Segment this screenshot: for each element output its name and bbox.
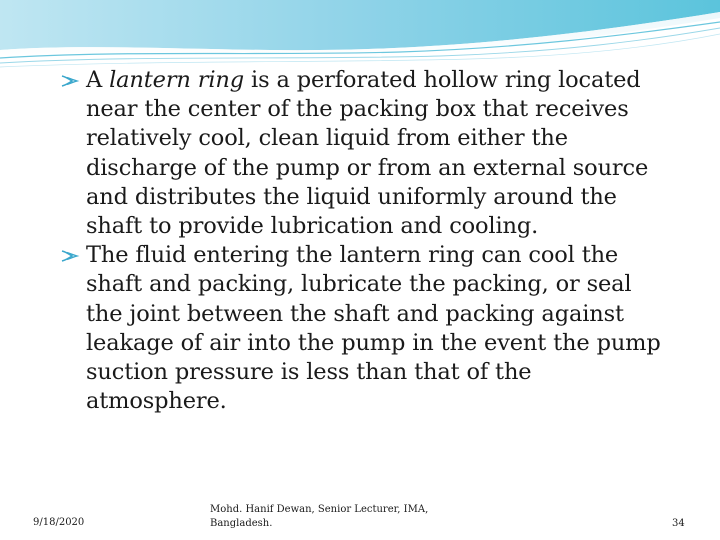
decorative-bullet-icon xyxy=(60,74,80,88)
bullet-paragraph xyxy=(72,66,672,241)
bullet-paragraph xyxy=(72,241,672,416)
footer-author: Mohd. Hanif Dewan, Senior Lecturer, IMA, Bangladesh. xyxy=(210,504,429,529)
term-lantern-ring: lantern ring xyxy=(109,67,245,93)
bullet-lead: A xyxy=(86,67,110,93)
bullet-text: is a perforated hollow ring located near the center of the packing box that receives relatively cool, clean liquid from either the discharge of the pump or from an external source and distributes the liquid uniformly around the shaft to provide lubrication and cooling. xyxy=(86,67,649,240)
slide-body xyxy=(72,66,672,416)
bullet-text: The fluid entering the lantern ring can cool the shaft and packing, lubricate the packing, or seal the joint between the shaft and packing against leakage of air into the pump in the event the pump suction pressure is less than that of the atmosphere. xyxy=(86,242,661,415)
decorative-bullet-icon xyxy=(60,249,80,263)
footer-date: 9/18/2020 xyxy=(33,517,85,528)
footer-page-number: 34 xyxy=(672,518,685,529)
